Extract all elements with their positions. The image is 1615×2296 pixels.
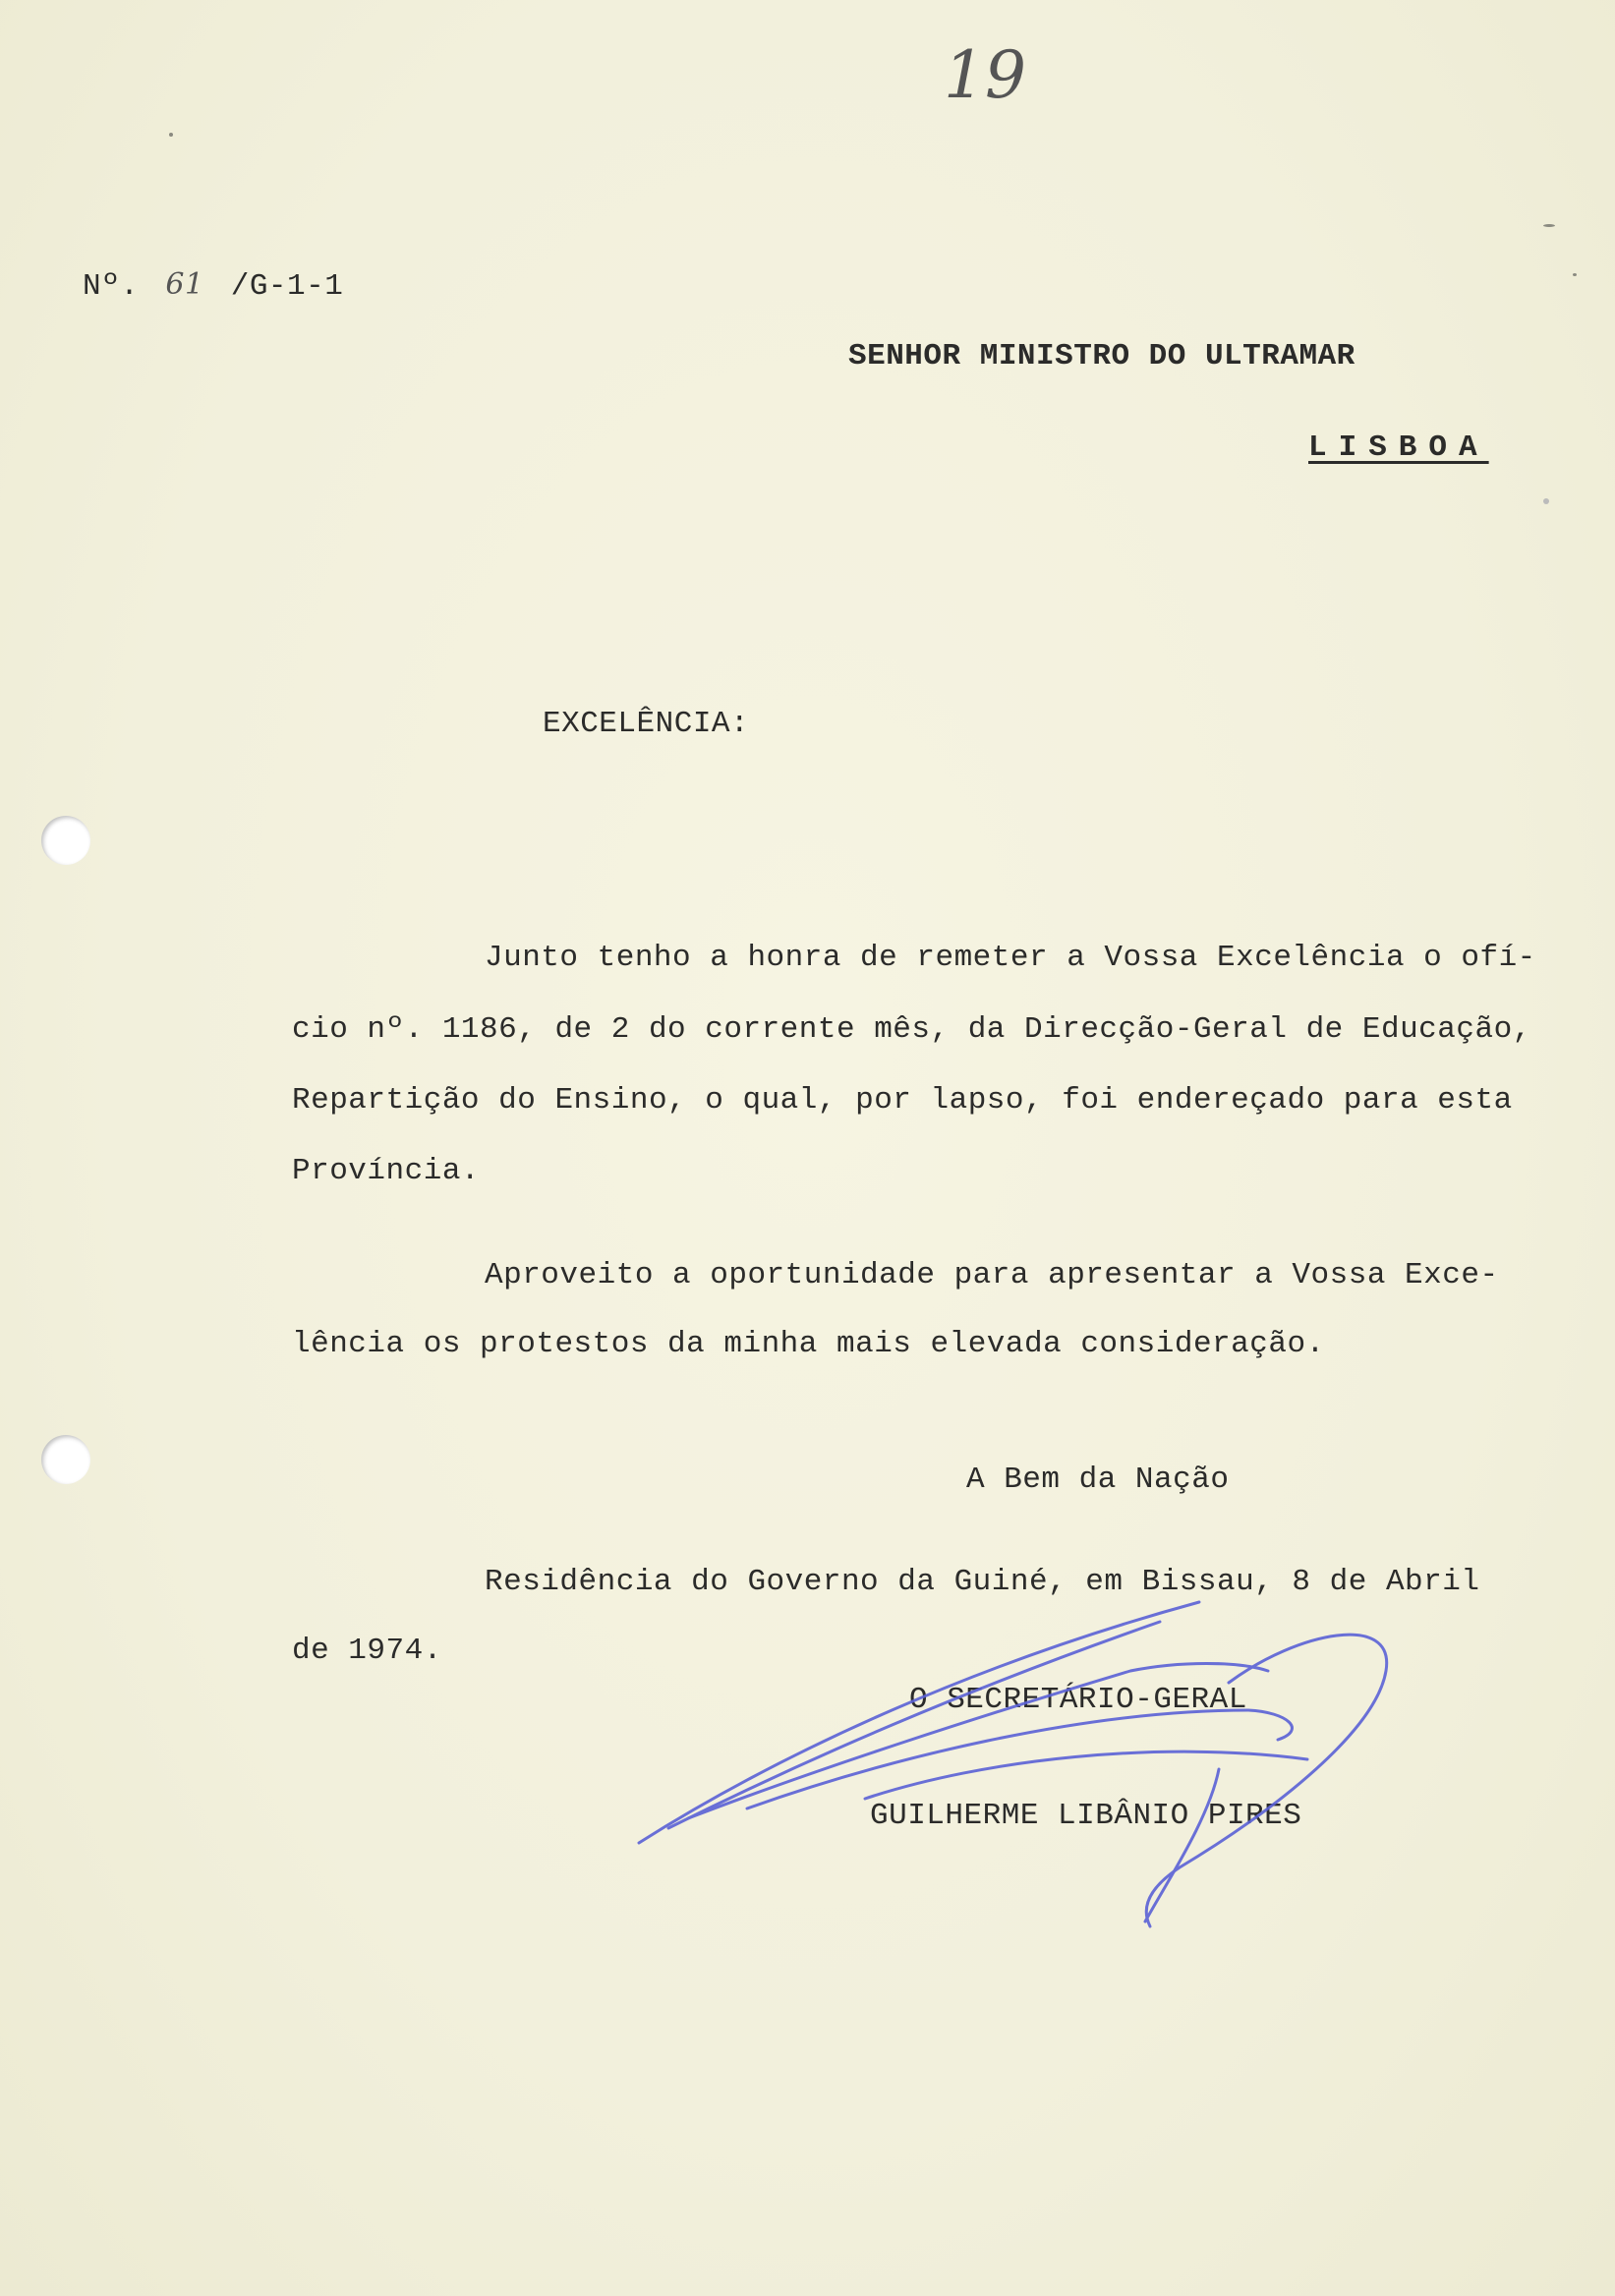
paragraph1-line-2: cio nº. 1186, de 2 do corrente mês, da Direcção-Geral de Educação, — [292, 1012, 1531, 1047]
salutation: EXCELÊNCIA: — [543, 707, 750, 741]
addressee-title: SENHOR MINISTRO DO ULTRAMAR — [848, 339, 1355, 373]
dateline-line-1: Residência do Governo da Guiné, em Bissau, 8 de Abril — [485, 1565, 1480, 1599]
addressee-city: LISBOA — [1308, 430, 1489, 465]
signatory-role: O SECRETÁRIO-GERAL — [909, 1683, 1247, 1717]
paragraph1-line-4: Província. — [292, 1154, 481, 1188]
paragraph2-line-1: Aproveito a oportunidade para apresentar a Vossa Exce- — [485, 1258, 1499, 1292]
reference-number-handwritten: 61 — [165, 267, 204, 302]
paragraph2-line-2: lência os protestos da minha mais elevada consideração. — [292, 1327, 1325, 1361]
signatory-name: GUILHERME LIBÂNIO PIRES — [870, 1799, 1302, 1833]
dateline-line-2: de 1974. — [292, 1634, 442, 1668]
reference-prefix: Nº. — [83, 269, 140, 304]
paragraph1-line-3: Repartição do Ensino, o qual, por lapso, foi endereçado para esta — [292, 1083, 1513, 1118]
paragraph1-line-1: Junto tenho a honra de remeter a Vossa Excelência o ofí- — [485, 941, 1536, 975]
closing-formula: A Bem da Nação — [966, 1463, 1230, 1497]
page-number-handwritten: 19 — [944, 37, 1026, 113]
reference-code: /G-1-1 — [230, 269, 344, 304]
